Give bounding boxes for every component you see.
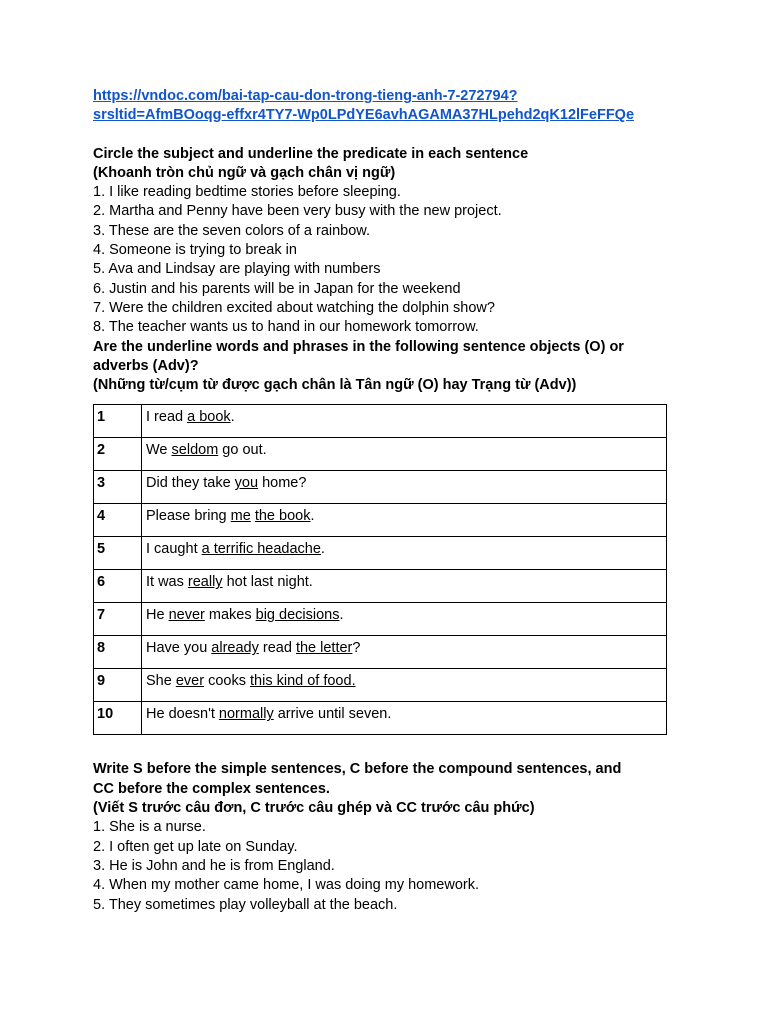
sentence-text: . xyxy=(230,409,235,426)
sentence-text: cooks xyxy=(204,673,250,690)
section1-list xyxy=(93,183,693,337)
sentence-text: hot last night. xyxy=(222,574,313,591)
sentence-text: I read xyxy=(146,409,188,426)
row-sentence xyxy=(142,603,667,636)
section1-subtitle: (Khoanh tròn chủ ngữ và gạch chân vị ngữ) xyxy=(93,164,396,181)
sentence-text: Please bring xyxy=(146,508,231,525)
row-sentence xyxy=(142,405,667,438)
underlined-phrase: the letter xyxy=(295,640,353,657)
underlined-phrase: already xyxy=(211,640,259,657)
sentence-text: He doesn't xyxy=(146,706,219,723)
sentence-text: We xyxy=(146,442,172,459)
sentence-text: . xyxy=(339,607,344,624)
sentence-text: Did they take xyxy=(146,475,235,492)
table-row xyxy=(94,603,667,636)
row-number: 10 xyxy=(94,702,142,735)
row-sentence xyxy=(142,438,667,471)
sentence-text: . xyxy=(310,508,315,525)
section2-title-line2: adverbs (Adv)? xyxy=(93,357,199,374)
table-row xyxy=(94,669,667,702)
section1-title: Circle the subject and underline the predicate in each sentence xyxy=(93,145,529,162)
row-sentence xyxy=(142,504,667,537)
underlined-phrase: seldom xyxy=(171,442,219,459)
underlined-phrase: a book xyxy=(187,409,231,426)
underlined-phrase: ever xyxy=(175,673,205,690)
sentence-text: I caught xyxy=(146,541,202,558)
source-link-line2[interactable]: srsltid=AfmBOoqg-effxr4TY7-Wp0LPdYE6avhAGAMA37HLpehd2qK12lFeFFQe xyxy=(93,107,635,124)
source-link-line1[interactable]: https://vndoc.com/bai-tap-cau-don-trong-tieng-anh-7-272794? xyxy=(93,88,518,104)
table-row xyxy=(94,702,667,735)
underlined-phrase: never xyxy=(168,607,205,624)
table-row xyxy=(94,636,667,669)
section3-subtitle: (Viết S trước câu đơn, C trước câu ghép và CC trước câu phức) xyxy=(93,800,535,817)
list-item: 3. These are the seven colors of a rainbow. xyxy=(93,222,371,239)
table-row xyxy=(94,537,667,570)
row-sentence xyxy=(142,702,667,735)
section2-title-line1: Are the underline words and phrases in the following sentence objects (O) or xyxy=(93,338,624,355)
sentence-text: arrive until seven. xyxy=(273,706,392,723)
list-item: 1. She is a nurse. xyxy=(93,819,206,836)
sentence-text: It was xyxy=(146,574,188,591)
row-number: 9 xyxy=(94,669,142,702)
table-row xyxy=(94,405,667,438)
list-item: 7. Were the children excited about watching the dolphin show? xyxy=(93,299,495,316)
table-row xyxy=(94,504,667,537)
row-number: 7 xyxy=(94,603,142,636)
section3-list xyxy=(93,818,693,914)
sentence-text: ? xyxy=(352,640,361,657)
sentence-text: She xyxy=(146,673,176,690)
sentence-text: read xyxy=(258,640,296,657)
list-item: 5. Ava and Lindsay are playing with numbers xyxy=(93,261,381,278)
row-number: 4 xyxy=(94,504,142,537)
section2-subtitle: (Những từ/cụm từ được gạch chân là Tân ngữ (O) hay Trạng từ (Adv)) xyxy=(93,377,577,394)
document-page xyxy=(93,87,693,915)
underlined-phrase: the book xyxy=(254,508,311,525)
row-number: 6 xyxy=(94,570,142,603)
list-item: 8. The teacher wants us to hand in our homework tomorrow. xyxy=(93,319,479,336)
row-number: 8 xyxy=(94,636,142,669)
table-row xyxy=(94,438,667,471)
sentence-text: home? xyxy=(258,475,307,492)
underlined-phrase: me xyxy=(230,508,251,525)
row-sentence xyxy=(142,537,667,570)
underlined-phrase: this kind of food. xyxy=(250,673,356,690)
source-link[interactable] xyxy=(93,87,693,126)
sentence-text: Have you xyxy=(146,640,212,657)
row-sentence xyxy=(142,636,667,669)
sentence-text: . xyxy=(320,541,325,558)
list-item: 2. Martha and Penny have been very busy with the new project. xyxy=(93,203,502,220)
exercise-table xyxy=(93,404,667,735)
underlined-phrase: normally xyxy=(218,706,274,723)
row-number: 3 xyxy=(94,471,142,504)
underlined-phrase: a terrific headache xyxy=(201,541,321,558)
row-sentence xyxy=(142,669,667,702)
section3-title-line1: Write S before the simple sentences, C before the compound sentences, and xyxy=(93,761,622,778)
table-row xyxy=(94,471,667,504)
list-item: 2. I often get up late on Sunday. xyxy=(93,838,298,855)
list-item: 3. He is John and he is from England. xyxy=(93,857,335,874)
row-sentence xyxy=(142,570,667,603)
row-number: 1 xyxy=(94,405,142,438)
list-item: 5. They sometimes play volleyball at the beach. xyxy=(93,896,398,913)
sentence-text: He xyxy=(146,607,169,624)
sentence-text: makes xyxy=(204,607,256,624)
list-item: 4. Someone is trying to break in xyxy=(93,242,297,259)
underlined-phrase: really xyxy=(187,574,223,591)
row-number: 5 xyxy=(94,537,142,570)
list-item: 6. Justin and his parents will be in Japan for the weekend xyxy=(93,280,461,297)
row-sentence xyxy=(142,471,667,504)
list-item: 4. When my mother came home, I was doing my homework. xyxy=(93,877,480,894)
underlined-phrase: big decisions xyxy=(255,607,340,624)
list-item: 1. I like reading bedtime stories before sleeping. xyxy=(93,184,401,201)
table-row xyxy=(94,570,667,603)
sentence-text: go out. xyxy=(218,442,267,459)
underlined-phrase: you xyxy=(234,475,259,492)
row-number: 2 xyxy=(94,438,142,471)
section3-title-line2: CC before the complex sentences. xyxy=(93,780,330,797)
